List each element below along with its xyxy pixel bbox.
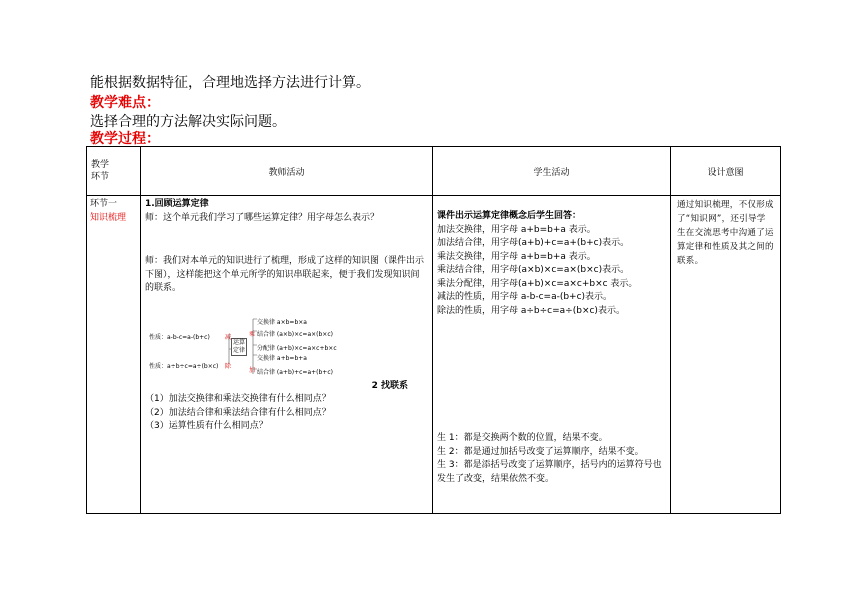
teacher-question: 师：这个单元我们学习了哪些运算定律？用字母怎么表示？	[145, 212, 380, 223]
student-line-4: 乘法结合律，用字母(a×b)×c=a×(b×c)表示。	[437, 265, 630, 275]
map-add-comm: 交换律 a+b=b+a	[257, 354, 307, 362]
map-center-line1: 运算	[233, 338, 246, 346]
find-link-heading: 2 找联系	[371, 380, 408, 391]
intent-cell: 通过知识梳理，不仅形成了“知识网”，还引导学生在交流思考中沟通了运算定律和性质及其之间的联系。	[671, 196, 781, 514]
header-teacher: 教师活动	[141, 147, 433, 196]
process-heading: 教学过程：	[90, 131, 160, 147]
student-title: 课件出示运算定律概念后学生回答：	[437, 211, 582, 221]
teacher-title: 1.回顾运算定律	[145, 199, 209, 209]
stage-cell	[87, 196, 141, 514]
difficulty-heading: 教学难点：	[90, 95, 160, 111]
student-answer-3: 生 3：都是添括号改变了运算顺序，括号内的运算符号也发生了改变，结果依然不变。	[437, 460, 662, 484]
map-distrib: 分配律 (a+b)×c=a×c+b×c	[257, 344, 337, 352]
student-line-7: 除法的性质，用字母 a÷b÷c=a÷(b×c)表示。	[437, 305, 625, 316]
map-prop-sub: 性质：a-b-c=a-(b+c)	[149, 333, 210, 341]
table-row	[87, 196, 781, 514]
student-cell	[433, 196, 671, 514]
map-mul-assoc: 结合律 (a×b)×c=a×(b×c)	[257, 330, 333, 338]
student-line-5: 乘法分配律，用字母(a+b)×c=a×c+b×c 表示。	[437, 278, 638, 289]
teacher-question-1: （1）加法交换律和乘法交换律有什么相同点？	[145, 394, 331, 404]
map-op-cheng: 乘	[249, 330, 256, 338]
section-name: 知识梳理	[90, 212, 127, 223]
map-op-jian: 减	[225, 333, 232, 341]
header-student: 学生活动	[433, 147, 671, 196]
intro-line: 能根据数据特征，合理地选择方法进行计算。	[90, 75, 370, 91]
student-line-6: 减法的性质，用字母 a-b-c=a-(b+c)表示。	[437, 292, 613, 302]
map-op-jia: 加	[249, 366, 256, 374]
lesson-table	[86, 146, 781, 514]
knowledge-map	[149, 316, 349, 380]
header-intent: 设计意图	[671, 147, 781, 196]
map-add-assoc: 结合律 (a+b)+c=a+(b+c)	[257, 368, 333, 376]
student-answer-2: 生 2：都是通过加括号改变了运算顺序，结果不变。	[437, 446, 644, 457]
map-bracket-lines	[149, 316, 349, 380]
section-label: 环节一	[90, 199, 118, 209]
student-line-1: 加法交换律，用字母 a+b=b+a 表示。	[437, 224, 596, 235]
student-answer-1: 生 1：都是交换两个数的位置，结果不变。	[437, 433, 608, 443]
header-stage-line2: 环节	[91, 172, 110, 182]
teacher-question-2: （2）加法结合律和乘法结合律有什么相同点？	[145, 407, 331, 418]
table-header-row	[87, 147, 781, 196]
map-prop-div: 性质：a÷b÷c=a÷(b×c)	[149, 362, 219, 370]
map-mul-comm: 交换律 a×b=b×a	[257, 318, 307, 326]
header-stage	[87, 147, 141, 196]
student-line-2: 加法结合律，用字母(a+b)+c=a+(b+c)表示。	[437, 238, 630, 248]
difficulty-text: 选择合理的方法解决实际问题。	[90, 114, 286, 130]
teacher-paragraph: 师：我们对本单元的知识进行了梳理，形成了这样的知识图（课件出示下图），这样能把这个单元所学的知识串联起来，便于我们发现知识间的联系。	[145, 256, 425, 293]
header-stage-line1: 教学	[91, 160, 110, 170]
teacher-cell	[141, 196, 433, 514]
map-center-line2: 定律	[233, 346, 246, 354]
student-line-3: 乘法交换律，用字母 a+b=b+a 表示。	[437, 251, 596, 262]
map-op-chu: 除	[225, 362, 232, 370]
teacher-question-3: （3）运算性质有什么相同点？	[145, 421, 268, 431]
